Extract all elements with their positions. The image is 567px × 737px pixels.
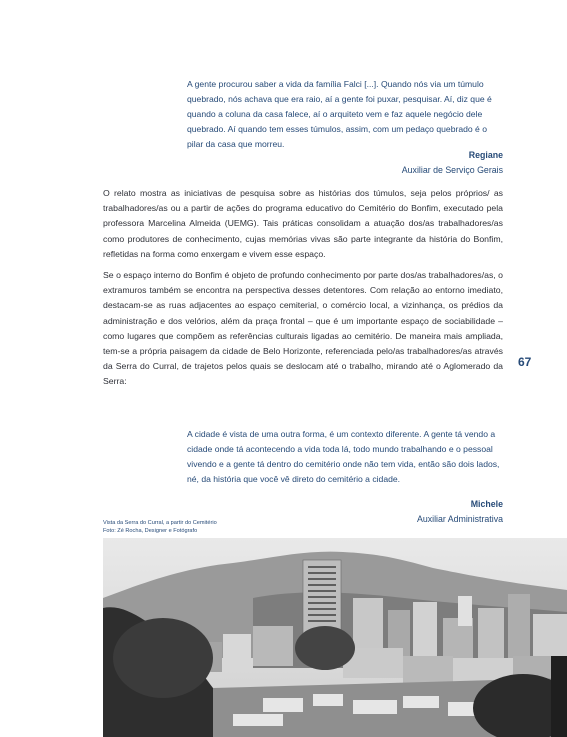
photo-caption-credit: Foto: Zé Rocha, Designer e Fotógrafo — [103, 528, 198, 534]
quote-michele-author: Michele — [470, 499, 503, 509]
tree-right-trunk — [551, 656, 567, 737]
quote-michele-text: A cidade é vista de uma outra forma, é um contexto diferente. A gente tá vendo a cidade onde tá acontecendo a vida toda lá, todo mundo trabalhando e o pessoal vivendo e a gente tá dentro do cemitério onde não tem vida, então são dois lados, né, da história que você vê direto do cemitério a cidade. — [187, 429, 500, 484]
photo-caption-title: Vista da Serra do Curral, a partir do Cemitério — [103, 520, 217, 526]
quote-michele — [187, 427, 503, 487]
tree-center — [295, 626, 355, 670]
body-paragraph-2: Se o espaço interno do Bonfim é objeto de profundo conhecimento por parte dos/as trabalhadores/as, o extramuros também se encontra na perspectiva desses detentores. Com relação ao entorno imediato, destacam-se as ruas adjacentes ao espaço cemiterial, o comércio local, a vizinhança, os prédios da administração e dos velórios, além da praça frontal – que é um importante espaço de sociabilidade – como lugares que compõem as referências culturais ligadas ao cemitério. De maneira mais ampliada, tem-se a própria paisagem da cidade de Belo Horizonte, referenciada pelo/as trabalhadores/as através da Serra do Curral, de trajetos pelos quais se deslocam até o trabalho, mirando até o Aglomerado da Serra: — [103, 270, 503, 387]
page-top-edge — [0, 0, 567, 3]
quote-regiane — [187, 77, 503, 152]
body-text — [103, 186, 503, 396]
city-photo — [103, 538, 567, 737]
quote-regiane-role: Auxiliar de Serviço Gerais — [401, 165, 503, 175]
city-photo-illustration — [103, 538, 567, 737]
tree-left-canopy — [113, 618, 213, 698]
quote-regiane-text: A gente procurou saber a vida da família Falci [...]. Quando nós via um túmulo quebrado, nós achava que era raio, aí a gente foi puxar, pesquisar. Aí, diz que é quando a coluna da casa falece, aí o arquiteto vem e faz aquele negócio dele quebrado. Aí quando tem esses túmulos, assim, com um pedaço quebrado é o pilar da casa que morreu. — [187, 79, 492, 149]
page-number: 67 — [518, 355, 532, 369]
quote-michele-role: Auxiliar Administrativa — [416, 514, 503, 524]
photo-caption — [103, 519, 217, 535]
body-paragraph-1: O relato mostra as iniciativas de pesquisa sobre as histórias dos túmulos, seja pelos próprios/ as trabalhadores/as ou a partir de ações do programa educativo do Cemitério do Bonfim, executado pela professora Marcelina Almeida (UEMG). Tais práticas consolidam a atuação dos/as trabalhadores/as como produtores de conhecimento, cujas memórias vivas são parte integrante da história do Bonfim, refletidas na forma como enxergam e vivem esse espaço. — [103, 188, 503, 259]
quote-regiane-author: Regiane — [468, 150, 503, 160]
